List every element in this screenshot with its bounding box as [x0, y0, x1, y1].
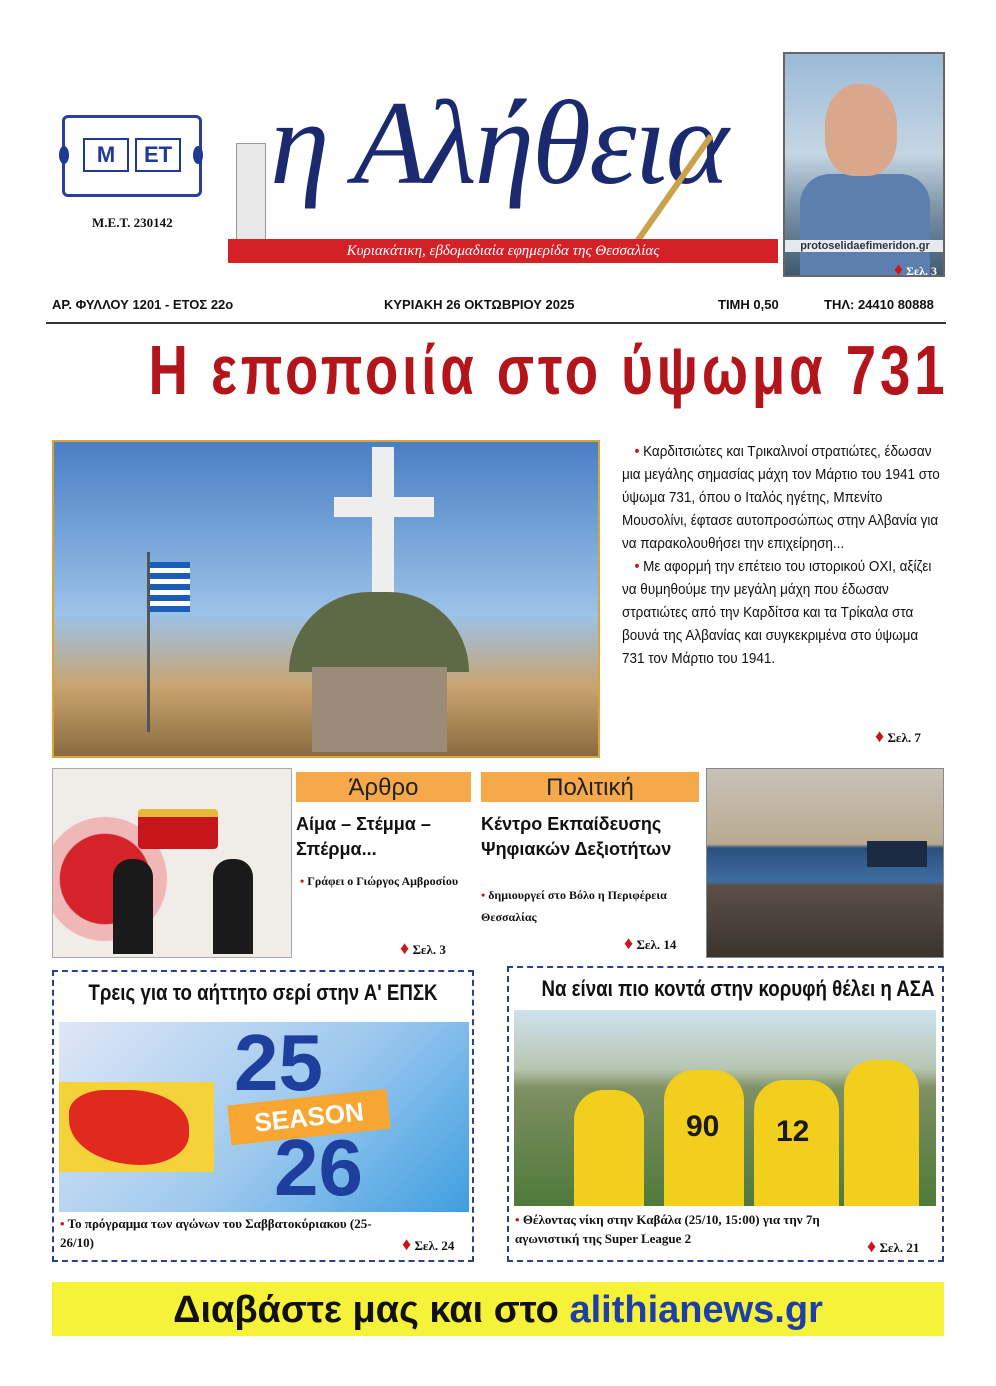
diamond-icon: ♦: [867, 1236, 877, 1256]
diamond-icon: ♦: [875, 726, 885, 746]
season-word: SEASON: [227, 1089, 390, 1146]
box-right-caption: [515, 1210, 845, 1248]
crown-icon: [138, 809, 218, 849]
met-letter-m: Μ: [83, 138, 129, 172]
lead-bullet-1-text: Καρδιτσιώτες και Τρικαλινοί στρατιώτες, έδωσαν μια μεγάλης σημασίας μάχη τον Μάρτιο του 1941 στο ύψωμα 731, όπου ο Ιταλός ηγέτης, Μπενίτο Μουσολίνι, έφτασε αυτοπροσώπως στην Αλβανία για να παρακολουθήσει την επιχείρηση...: [622, 443, 940, 552]
bullet-icon: •: [481, 888, 489, 902]
diamond-icon: ♦: [893, 259, 904, 277]
issue-date: ΚΥΡΙΑΚΗ 26 ΟΚΤΩΒΡΙΟΥ 2025: [384, 297, 575, 312]
jersey-number: 12: [776, 1115, 810, 1148]
silhouette-right: [213, 859, 253, 954]
portrait-page-ref-text: Σελ. 3: [906, 264, 937, 277]
politics-page-ref-text: Σελ. 14: [636, 937, 677, 952]
masthead-subtitle: Κυριακάτικη, εβδομαδιαία εφημερίδα της Θεσσαλίας: [228, 239, 778, 263]
met-letter-et: ΕΤ: [135, 138, 181, 172]
chapel-dome: [289, 592, 469, 672]
divider: [46, 322, 946, 324]
bullet-icon: •: [60, 1216, 68, 1231]
watermark: protoselidaefimeridon.gr: [785, 240, 945, 252]
lead-photo[interactable]: [52, 440, 600, 758]
greece-map-icon: [69, 1090, 189, 1165]
box-left-title[interactable]: Τρεις για το αήττητο σερί στην Α' ΕΠΣΚ: [88, 980, 438, 1005]
bullet-icon: •: [300, 874, 308, 888]
jersey-number: 90: [686, 1110, 720, 1143]
politics-page-ref[interactable]: [624, 933, 676, 954]
logo-dot-right: [193, 146, 203, 164]
player: [844, 1060, 919, 1206]
sports-box-left: [52, 970, 474, 1262]
article-page-ref[interactable]: [400, 938, 446, 959]
logo-dot-left: [59, 146, 69, 164]
player: [574, 1090, 644, 1206]
bullet-icon: •: [515, 1212, 523, 1227]
article-note-text: Γράφει ο Γιώργος Αμβροσίου: [307, 874, 459, 888]
banner-text: Διαβάστε μας και στο: [173, 1289, 570, 1331]
box-left-caption-text: Το πρόγραμμα των αγώνων του Σαββατοκύριακου (25-26/10): [60, 1216, 372, 1250]
politics-title[interactable]: Κέντρο Εκπαίδευσης Ψηφιακών Δεξιοτήτων: [481, 814, 672, 859]
politics-note-text: δημιουργεί στο Βόλο η Περιφέρεια Θεσσαλίας: [481, 888, 667, 924]
portrait-head: [825, 84, 897, 176]
met-logo: [62, 115, 202, 197]
screen: [867, 841, 927, 867]
sports-box-right: [507, 966, 944, 1262]
greek-flag-icon: [150, 562, 190, 612]
portrait-page-ref: [894, 259, 937, 277]
box-right-title[interactable]: Να είναι πιο κοντά στην κορυφή θέλει η ΑΣΑ: [541, 976, 935, 1001]
politics-photo[interactable]: [706, 768, 944, 958]
season-bottom: 26: [274, 1123, 363, 1212]
article-title[interactable]: Αίμα – Στέμμα – Σπέρμα...: [296, 814, 431, 859]
bullet-icon: •: [634, 443, 644, 460]
met-code: Μ.Ε.Τ. 230142: [92, 215, 173, 230]
politics-column: [481, 772, 699, 928]
box-right-page-ref[interactable]: [867, 1236, 919, 1257]
chapel: [312, 667, 447, 752]
lead-page-ref[interactable]: [875, 726, 921, 747]
cross-bar: [334, 497, 434, 517]
diamond-icon: ♦: [402, 1234, 412, 1254]
silhouette-left: [113, 859, 153, 954]
diamond-icon: ♦: [400, 938, 410, 958]
diamond-icon: ♦: [624, 933, 634, 953]
article-page-ref-text: Σελ. 3: [412, 942, 446, 957]
tab-article[interactable]: Άρθρο: [296, 772, 471, 802]
cross-icon: [372, 447, 394, 597]
lead-text: [622, 440, 940, 670]
issue-price: ΤΙΜΗ 0,50: [718, 297, 779, 312]
tab-politics[interactable]: Πολιτική: [481, 772, 699, 802]
box-left-page-ref[interactable]: [402, 1234, 454, 1255]
article-illustration[interactable]: [52, 768, 292, 958]
lead-bullet-1: [622, 440, 942, 555]
phone-number: ΤΗΛ: 24410 80888: [824, 297, 934, 312]
lead-bullet-2: [622, 555, 942, 670]
emblem-icon: [236, 143, 266, 253]
football-photo[interactable]: [514, 1010, 936, 1206]
portrait-photo[interactable]: [783, 52, 945, 277]
bullet-icon: •: [634, 558, 644, 575]
masthead: [228, 73, 778, 263]
website-banner[interactable]: [52, 1282, 944, 1336]
website-link[interactable]: alithianews.gr: [569, 1289, 823, 1331]
map-panel: [59, 1082, 214, 1172]
article-column: [296, 772, 471, 892]
politics-note: [481, 884, 699, 928]
lead-bullet-2-text: Με αφορμή την επέτειο του ιστορικού ΟΧΙ, αξίζει να θυμηθούμε την μεγάλη μάχη που έδωσαν στρατιώτες από την Καρδίτσα και τα Τρίκαλα στα βουνά της Αλβανίας και συγκεκριμένα στο ύψωμα 731 τον Μάρτιο του 1941.: [622, 558, 932, 667]
lead-page-ref-text: Σελ. 7: [887, 730, 921, 745]
issue-number: ΑΡ. ΦΥΛΛΟΥ 1201 - ΕΤΟΣ 22ο: [52, 297, 234, 312]
season-top: 25: [234, 1022, 323, 1107]
lead-headline[interactable]: Η εποποιία στο ύψωμα 731: [148, 331, 949, 409]
newspaper-title: η Αλήθεια: [270, 76, 727, 209]
box-left-caption: [60, 1214, 400, 1252]
box-right-page-ref-text: Σελ. 21: [879, 1240, 920, 1255]
season-graphic[interactable]: [59, 1022, 469, 1212]
box-right-caption-text: Θέλοντας νίκη στην Καβάλα (25/10, 15:00) για την 7η αγωνιστική της Super League 2: [515, 1212, 820, 1246]
box-left-page-ref-text: Σελ. 24: [414, 1238, 455, 1253]
article-note: [296, 870, 471, 892]
